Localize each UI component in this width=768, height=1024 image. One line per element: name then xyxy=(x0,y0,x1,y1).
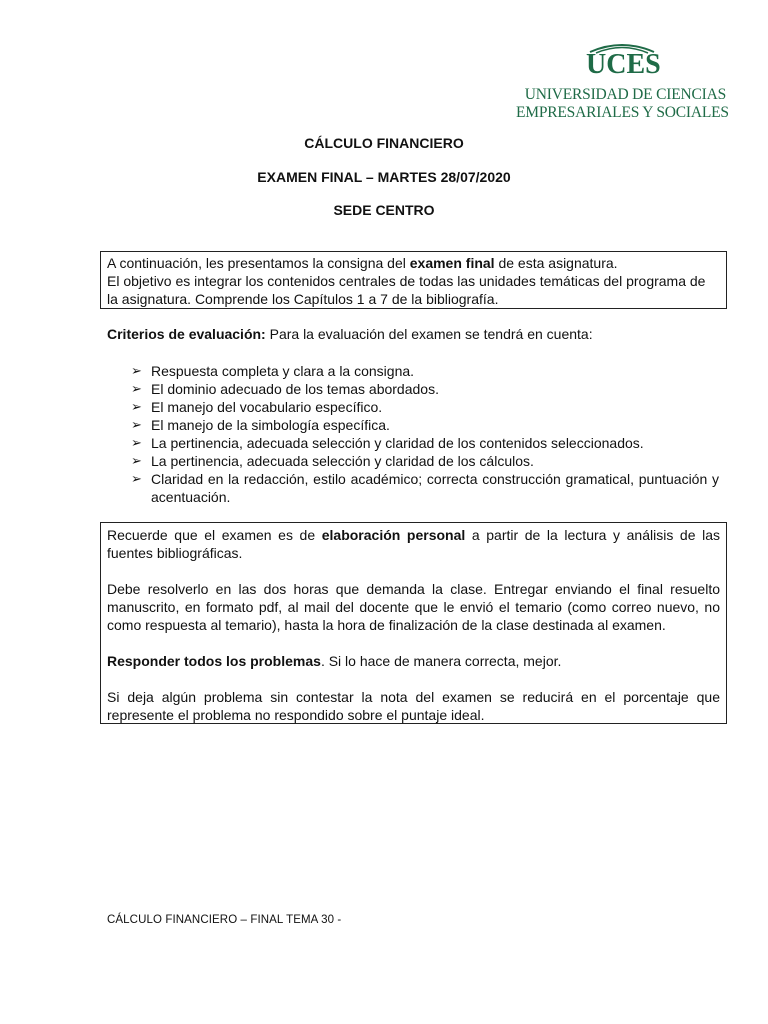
criteria-heading xyxy=(107,325,719,343)
list-item-text: El manejo del vocabulario específico. xyxy=(151,399,383,415)
logo-faculty-line: EMPRESARIALES Y SOCIALES xyxy=(516,104,729,121)
intro-text: A continuación, les presentamos la consigna del xyxy=(107,255,410,271)
course-title: CÁLCULO FINANCIERO xyxy=(304,135,464,151)
intro-line-1 xyxy=(107,254,720,272)
intro-bold: examen final xyxy=(409,255,495,271)
rules-text-3: . Si lo hace de manera correcta, mejor. xyxy=(320,653,562,669)
rules-paragraph-1 xyxy=(107,526,720,562)
arrow-bullet-icon: ➢ xyxy=(131,435,142,450)
rules-paragraph-4: Si deja algún problema sin contestar la nota del examen se reducirá en el porcentaje que represente el problema no respondido sobre el puntaje ideal. xyxy=(107,689,720,723)
arrow-bullet-icon: ➢ xyxy=(131,471,142,486)
list-item xyxy=(107,398,719,416)
page-footer: CÁLCULO FINANCIERO – FINAL TEMA 30 - xyxy=(107,914,342,926)
logo-university-line: UNIVERSIDAD DE CIENCIAS xyxy=(524,86,726,103)
list-item-text: Respuesta completa y clara a la consigna. xyxy=(151,363,415,379)
rules-text-end: a partir de la lectura y análisis de las fuentes bibliográficas. xyxy=(107,527,720,561)
criteria-list xyxy=(107,362,719,506)
intro-box xyxy=(100,251,727,309)
arrow-bullet-icon: ➢ xyxy=(131,399,142,414)
arrow-bullet-icon: ➢ xyxy=(131,453,142,468)
list-item-text: Claridad en la redacción, estilo académico; correcta construcción gramatical, puntuación y acentuación. xyxy=(151,471,719,505)
list-item-text: El manejo de la simbología específica. xyxy=(151,417,390,433)
criteria-label: Criterios de evaluación: xyxy=(107,326,266,342)
arrow-bullet-icon: ➢ xyxy=(131,381,142,396)
list-item-text: El dominio adecuado de los temas abordados. xyxy=(151,381,439,397)
list-item-text: La pertinencia, adecuada selección y claridad de los contenidos seleccionados. xyxy=(151,435,644,451)
rules-bold-2: Responder todos los problemas xyxy=(107,653,321,669)
list-item xyxy=(107,416,719,434)
rules-text: Recuerde que el examen es de xyxy=(107,527,322,543)
exam-title: EXAMEN FINAL – MARTES 28/07/2020 xyxy=(257,169,511,185)
arrow-bullet-icon: ➢ xyxy=(131,363,142,378)
criteria-text: Para la evaluación del examen se tendrá en cuenta: xyxy=(265,326,593,342)
list-item xyxy=(107,362,719,380)
list-item xyxy=(107,452,719,470)
venue-title: SEDE CENTRO xyxy=(333,202,435,218)
intro-line-2: El objetivo es integrar los contenidos centrales de todas las unidades temáticas del programa de la asignatura. Comprende los Capítulos 1 a 7 de la bibliografía. xyxy=(107,273,706,307)
rules-paragraph-3 xyxy=(107,652,720,670)
logo-mark: UCES xyxy=(586,49,661,80)
list-item xyxy=(107,434,719,452)
list-item xyxy=(107,380,719,398)
arrow-bullet-icon: ➢ xyxy=(131,417,142,432)
list-item xyxy=(107,470,719,506)
rules-bold: elaboración personal xyxy=(321,527,466,543)
rules-paragraph-2: Debe resolverlo en las dos horas que demanda la clase. Entregar enviando el final resuelto manuscrito, en formato pdf, al mail del docente que le envió el temario (como correo nuevo, no como respuesta al temario), hasta la hora de finalización de la clase destinada al examen. xyxy=(107,581,720,633)
uces-logo xyxy=(516,40,729,122)
intro-text-end: de esta asignatura. xyxy=(494,255,618,271)
list-item-text: La pertinencia, adecuada selección y claridad de los cálculos. xyxy=(151,453,534,469)
rules-box xyxy=(100,522,727,724)
